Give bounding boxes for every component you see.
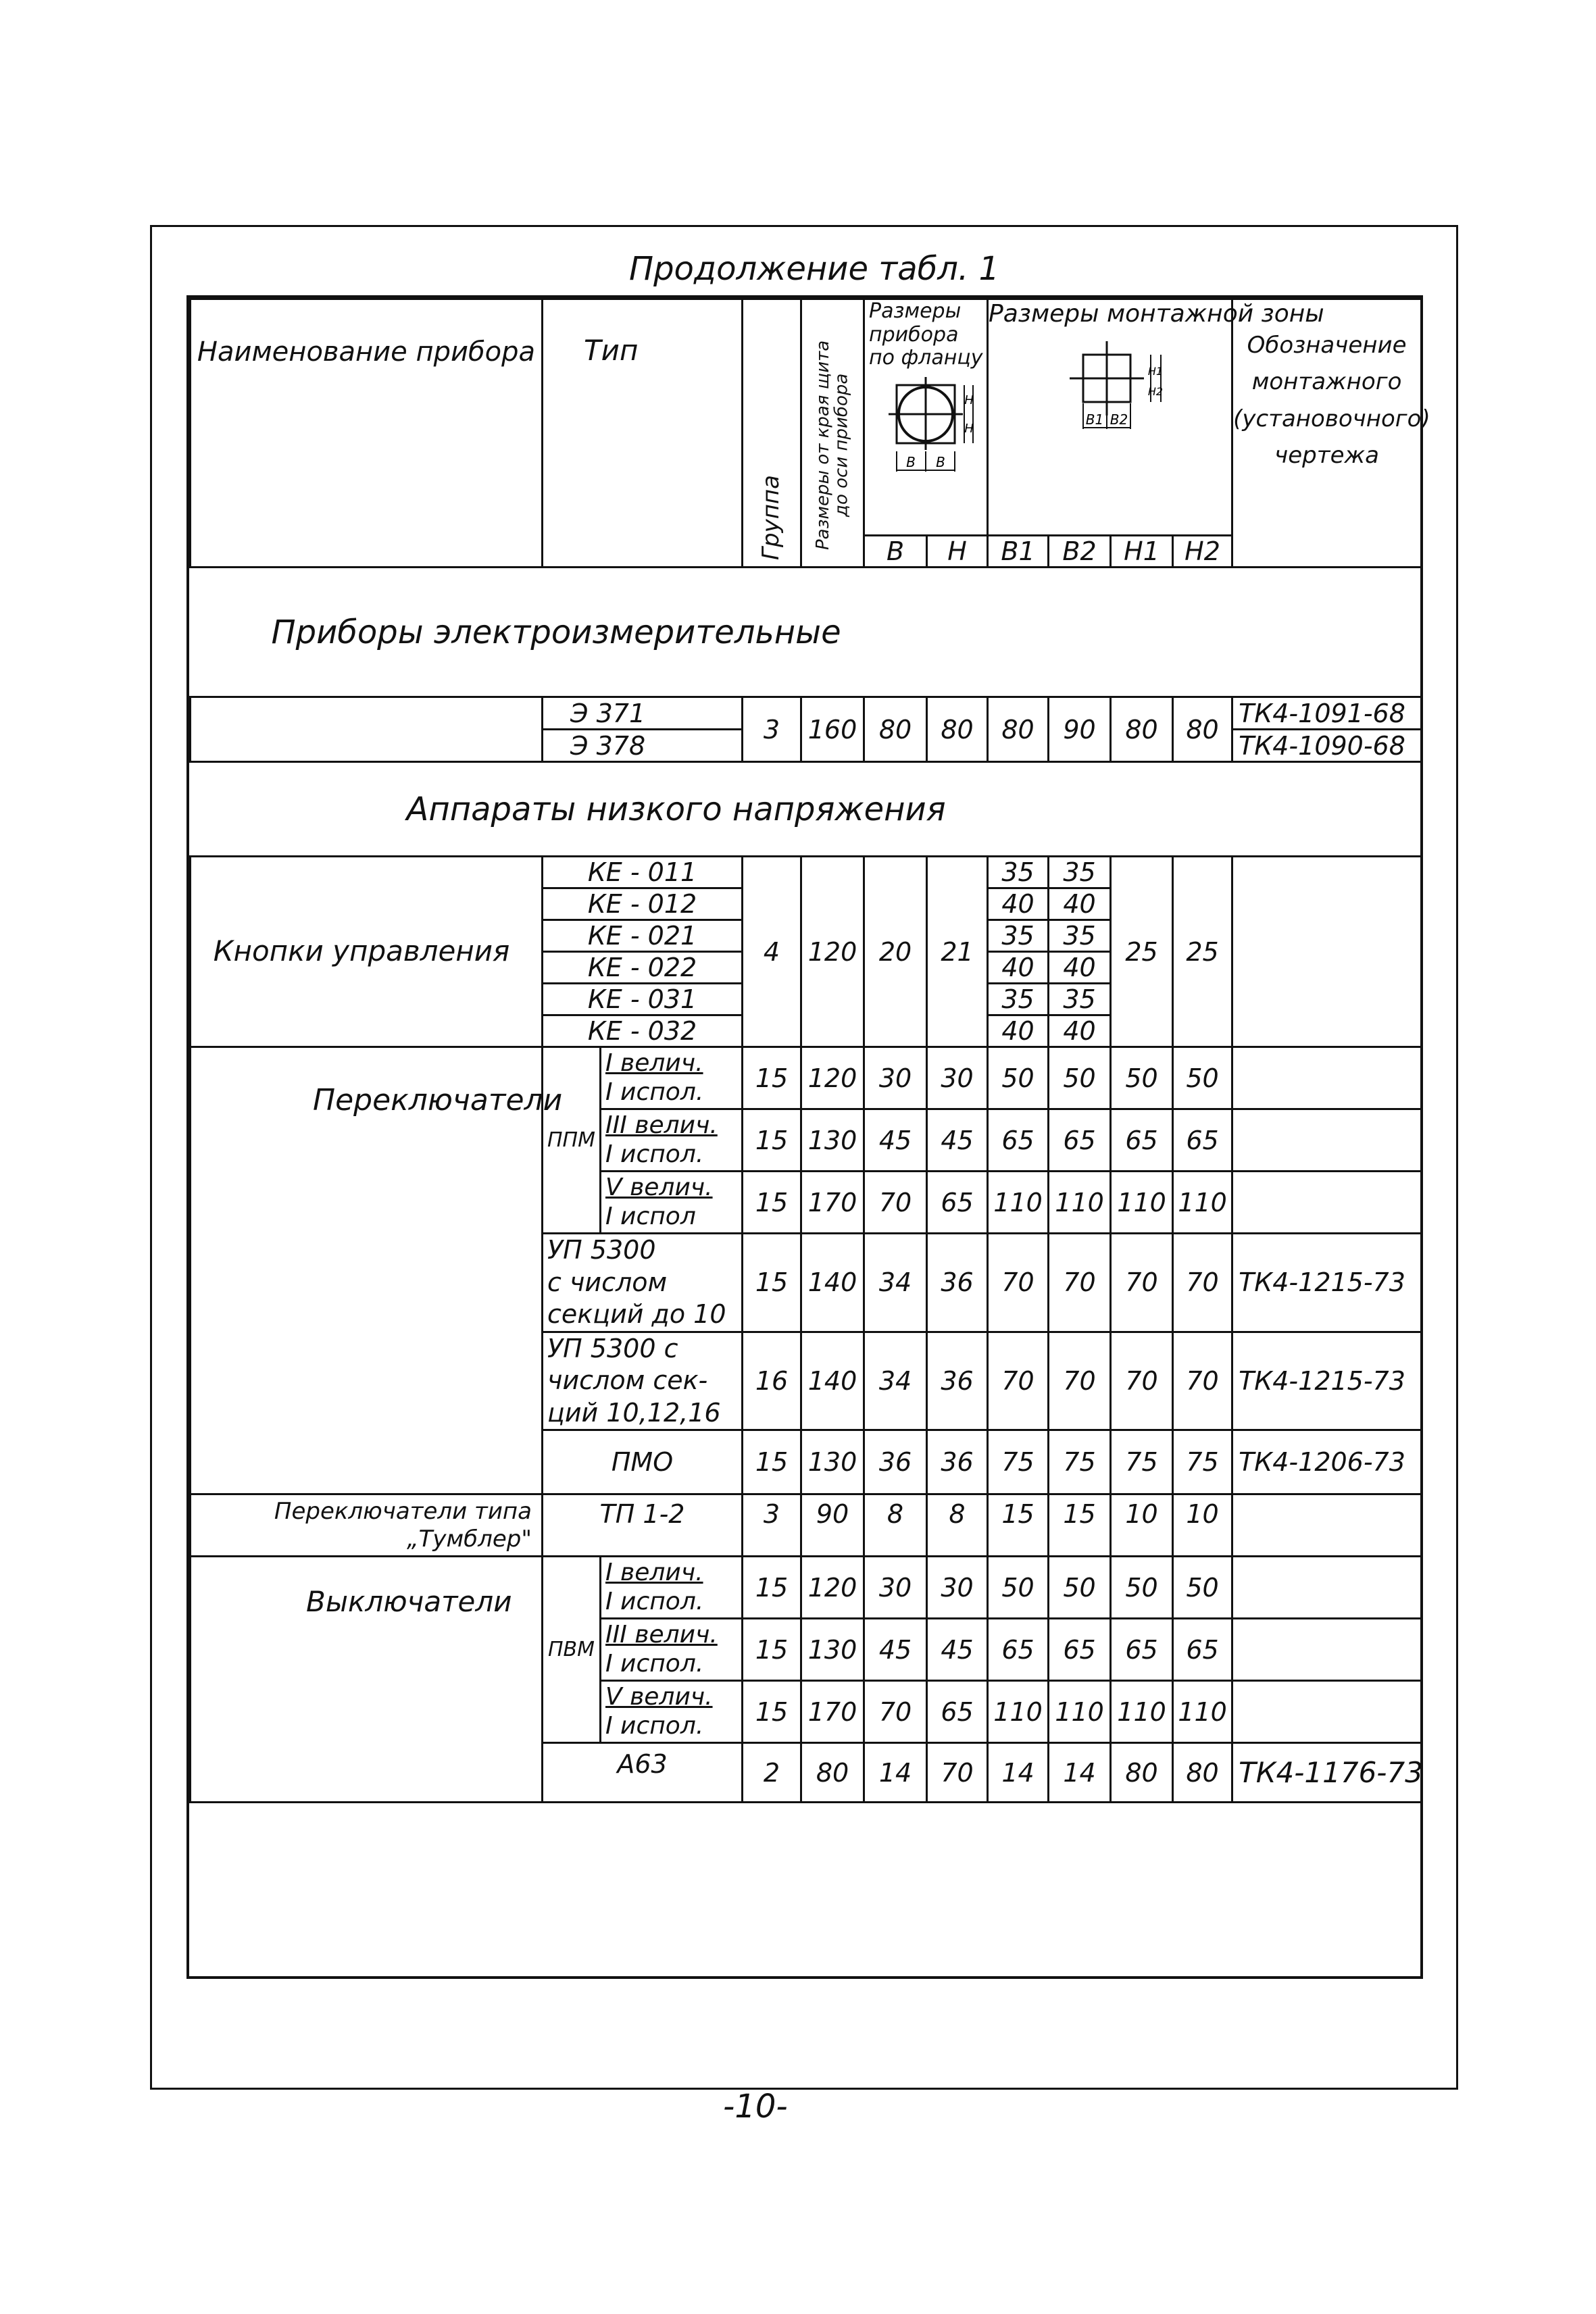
pmo-h: 36	[927, 1430, 988, 1494]
ke-b1-2: 35	[988, 920, 1049, 952]
up1-b2: 70	[1049, 1234, 1111, 1332]
up2-e: 140	[801, 1332, 864, 1430]
hdr-b: В	[864, 536, 927, 568]
hdr-h1: Н1	[1111, 536, 1173, 568]
pmo-b: 36	[864, 1430, 927, 1494]
header-row	[191, 299, 1422, 536]
ppm1-g: 15	[743, 1047, 801, 1109]
pvm-variant-2: III велич. I испол.	[601, 1619, 743, 1681]
ke-b1-0: 35	[988, 857, 1049, 888]
ppm3-b2: 110	[1049, 1172, 1111, 1234]
ppm-series: ППМ	[543, 1047, 601, 1234]
row-ke-011	[191, 857, 1422, 888]
ke-b2-5: 40	[1049, 1015, 1111, 1047]
ppm1-h2: 50	[1173, 1047, 1232, 1109]
ppm1-b: 30	[864, 1047, 927, 1109]
ppm-variant-3: V велич. I испол	[601, 1172, 743, 1234]
tp-b2: 15	[1049, 1494, 1111, 1557]
ppm2-e: 130	[801, 1109, 864, 1172]
pvm2-g: 15	[743, 1619, 801, 1681]
pvm1-d	[1232, 1557, 1422, 1619]
tp-name: Переключатели типа „Тумблер"	[191, 1494, 543, 1557]
ppm3-h1: 110	[1111, 1172, 1173, 1234]
up2-b2: 70	[1049, 1332, 1111, 1430]
pvm3-b1: 110	[988, 1681, 1049, 1743]
e-edge: 160	[801, 697, 864, 762]
ppm-variant-1: I велич. I испол.	[601, 1047, 743, 1109]
header-flange: Размеры прибора по фланцу В В Н Н	[864, 299, 988, 536]
e-h1: 80	[1111, 697, 1173, 762]
pvm1-b2: 50	[1049, 1557, 1111, 1619]
pvm2-b2: 65	[1049, 1619, 1111, 1681]
pvm3-h1: 110	[1111, 1681, 1173, 1743]
ppm2-b: 45	[864, 1109, 927, 1172]
zone-dim-b2: В2	[1109, 411, 1128, 428]
pvm-name: Выключатели	[191, 1557, 543, 1803]
ppm1-h: 30	[927, 1047, 988, 1109]
section-electro: Приборы электроизмерительные	[191, 568, 1422, 697]
ppm1-e: 120	[801, 1047, 864, 1109]
zone-dim-h1: Н1	[1147, 365, 1163, 378]
ppm3-h: 65	[927, 1172, 988, 1234]
a63-h: 70	[927, 1743, 988, 1803]
pvm-variant-3: V велич. I испол.	[601, 1681, 743, 1743]
ppm-variant-2: III велич. I испол.	[601, 1109, 743, 1172]
pvm2-d	[1232, 1619, 1422, 1681]
pvm-variant-1: I велич. I испол.	[601, 1557, 743, 1619]
up2-h2: 70	[1173, 1332, 1232, 1430]
e-b1: 80	[988, 697, 1049, 762]
pvm1-h1: 50	[1111, 1557, 1173, 1619]
pmo-b2: 75	[1049, 1430, 1111, 1494]
ppm2-g: 15	[743, 1109, 801, 1172]
up2-drawing: ТК4-1215-73	[1232, 1332, 1422, 1430]
tp-drawing	[1232, 1494, 1422, 1557]
ppm3-h2: 110	[1173, 1172, 1232, 1234]
pvm2-h1: 65	[1111, 1619, 1173, 1681]
type-ke-012: КЕ - 012	[543, 888, 743, 920]
header-designation: Обозначение монтажного (установочного) чертежа	[1232, 299, 1422, 568]
e-h: 80	[927, 697, 988, 762]
tp-h1: 10	[1111, 1494, 1173, 1557]
pvm1-b: 30	[864, 1557, 927, 1619]
ke-b1-3: 40	[988, 952, 1049, 984]
pvm3-b2: 110	[1049, 1681, 1111, 1743]
tp-g: 3	[743, 1494, 801, 1557]
up1-e: 140	[801, 1234, 864, 1332]
type-pmo: ПМО	[543, 1430, 743, 1494]
tp-h2: 10	[1173, 1494, 1232, 1557]
flange-circle-icon	[875, 370, 976, 478]
pvm2-b1: 65	[988, 1619, 1049, 1681]
ppm2-h: 45	[927, 1109, 988, 1172]
type-ke-032: КЕ - 032	[543, 1015, 743, 1047]
ppm2-b1: 65	[988, 1109, 1049, 1172]
tp-e: 90	[801, 1494, 864, 1557]
ke-b1-5: 40	[988, 1015, 1049, 1047]
ke-edge: 120	[801, 857, 864, 1047]
up2-b: 34	[864, 1332, 927, 1430]
pvm3-h2: 110	[1173, 1681, 1232, 1743]
ke-h2: 25	[1173, 857, 1232, 1047]
ke-b2-3: 40	[1049, 952, 1111, 984]
pvm2-h: 45	[927, 1619, 988, 1681]
a63-h1: 80	[1111, 1743, 1173, 1803]
header-mount-zone: Размеры монтажной зоны В1 В2 Н1 Н2	[988, 299, 1232, 536]
hdr-h2: Н2	[1173, 536, 1232, 568]
header-type: Тип	[543, 299, 743, 568]
type-up-1: УП 5300 с числом секций до 10	[543, 1234, 743, 1332]
ke-b: 20	[864, 857, 927, 1047]
a63-b: 14	[864, 1743, 927, 1803]
pvm3-e: 170	[801, 1681, 864, 1743]
pmo-h2: 75	[1173, 1430, 1232, 1494]
table-heading: Продолжение табл. 1	[628, 250, 999, 288]
a63-b1: 14	[988, 1743, 1049, 1803]
type-e371: Э 371	[543, 697, 743, 730]
a63-drawing: ТК4-1176-73	[1232, 1743, 1422, 1803]
header-name: Наименование прибора	[191, 299, 543, 568]
row-e371	[191, 697, 1422, 730]
ppm1-b1: 50	[988, 1047, 1049, 1109]
drawing-e371: ТК4-1091-68	[1232, 697, 1422, 730]
type-tp: ТП 1-2	[543, 1494, 743, 1557]
ke-b2-2: 35	[1049, 920, 1111, 952]
up2-b1: 70	[988, 1332, 1049, 1430]
pvm3-d	[1232, 1681, 1422, 1743]
page-number: -10-	[723, 2088, 788, 2126]
pmo-h1: 75	[1111, 1430, 1173, 1494]
a63-e: 80	[801, 1743, 864, 1803]
e-b: 80	[864, 697, 927, 762]
pvm3-b: 70	[864, 1681, 927, 1743]
a63-h2: 80	[1173, 1743, 1232, 1803]
hdr-h: Н	[927, 536, 988, 568]
flange-dim-b-left: В	[906, 453, 916, 470]
mount-zone-icon	[1043, 328, 1178, 443]
e-b2: 90	[1049, 697, 1111, 762]
up1-h: 36	[927, 1234, 988, 1332]
flange-dim-h-upper: Н	[964, 393, 974, 407]
pvm-series: ПВМ	[543, 1557, 601, 1743]
pvm1-e: 120	[801, 1557, 864, 1619]
zone-dim-b1: В1	[1085, 411, 1103, 428]
pmo-b1: 75	[988, 1430, 1049, 1494]
up1-g: 15	[743, 1234, 801, 1332]
ke-b1-4: 35	[988, 984, 1049, 1015]
ppm1-h1: 50	[1111, 1047, 1173, 1109]
type-ke-021: КЕ - 021	[543, 920, 743, 952]
pvm1-g: 15	[743, 1557, 801, 1619]
ppm2-h2: 65	[1173, 1109, 1232, 1172]
ppm3-g: 15	[743, 1172, 801, 1234]
header-edge-distance: Размеры от края щита до оси прибора	[801, 299, 864, 568]
ke-drawing	[1232, 857, 1422, 1047]
ke-b1-1: 40	[988, 888, 1049, 920]
up1-drawing: ТК4-1215-73	[1232, 1234, 1422, 1332]
type-e378: Э 378	[543, 730, 743, 762]
ppm1-d	[1232, 1047, 1422, 1109]
hdr-b2: В2	[1049, 536, 1111, 568]
pmo-e: 130	[801, 1430, 864, 1494]
ppm2-b2: 65	[1049, 1109, 1111, 1172]
e-h2: 80	[1173, 697, 1232, 762]
e-group: 3	[743, 697, 801, 762]
type-ke-011: КЕ - 011	[543, 857, 743, 888]
ke-h: 21	[927, 857, 988, 1047]
ke-group: 4	[743, 857, 801, 1047]
type-up-2: УП 5300 с числом сек- ций 10,12,16	[543, 1332, 743, 1430]
ke-h1: 25	[1111, 857, 1173, 1047]
ke-b2-1: 40	[1049, 888, 1111, 920]
ppm3-b: 70	[864, 1172, 927, 1234]
up2-g: 16	[743, 1332, 801, 1430]
tp-b1: 15	[988, 1494, 1049, 1557]
ppm3-e: 170	[801, 1172, 864, 1234]
flange-dim-h-lower: Н	[964, 421, 974, 436]
ppm-name: Переключатели	[191, 1047, 543, 1494]
tp-b: 8	[864, 1494, 927, 1557]
hdr-b1: В1	[988, 536, 1049, 568]
ke-name: Кнопки управления	[191, 857, 543, 1047]
a63-g: 2	[743, 1743, 801, 1803]
up2-h: 36	[927, 1332, 988, 1430]
pvm2-e: 130	[801, 1619, 864, 1681]
header-group: Группа	[743, 299, 801, 568]
ppm1-b2: 50	[1049, 1047, 1111, 1109]
up1-h1: 70	[1111, 1234, 1173, 1332]
type-ke-031: КЕ - 031	[543, 984, 743, 1015]
row-tp	[191, 1494, 1422, 1557]
devices-table	[189, 298, 1430, 1803]
a63-b2: 14	[1049, 1743, 1111, 1803]
e-name	[191, 697, 543, 762]
type-ke-022: КЕ - 022	[543, 952, 743, 984]
pmo-drawing: ТК4-1206-73	[1232, 1430, 1422, 1494]
pvm2-h2: 65	[1173, 1619, 1232, 1681]
pvm1-b1: 50	[988, 1557, 1049, 1619]
pvm2-b: 45	[864, 1619, 927, 1681]
up1-b: 34	[864, 1234, 927, 1332]
row-ppm-1	[191, 1047, 1422, 1109]
tp-h: 8	[927, 1494, 988, 1557]
pvm3-g: 15	[743, 1681, 801, 1743]
ke-b2-0: 35	[1049, 857, 1111, 888]
pvm1-h2: 50	[1173, 1557, 1232, 1619]
zone-dim-h2: Н2	[1147, 385, 1163, 399]
section-low-voltage: Аппараты низкого напряжения	[191, 762, 1422, 857]
ppm3-d	[1232, 1172, 1422, 1234]
table-container	[186, 295, 1430, 1979]
ke-b2-4: 35	[1049, 984, 1111, 1015]
drawing-e378: ТК4-1090-68	[1232, 730, 1422, 762]
pvm3-h: 65	[927, 1681, 988, 1743]
ppm2-d	[1232, 1109, 1422, 1172]
type-a63: А63	[543, 1743, 743, 1803]
flange-dim-b-right: В	[936, 453, 945, 470]
row-pvm-1	[191, 1557, 1422, 1619]
ppm2-h1: 65	[1111, 1109, 1173, 1172]
pmo-g: 15	[743, 1430, 801, 1494]
up1-h2: 70	[1173, 1234, 1232, 1332]
up2-h1: 70	[1111, 1332, 1173, 1430]
pvm1-h: 30	[927, 1557, 988, 1619]
up1-b1: 70	[988, 1234, 1049, 1332]
ppm3-b1: 110	[988, 1172, 1049, 1234]
